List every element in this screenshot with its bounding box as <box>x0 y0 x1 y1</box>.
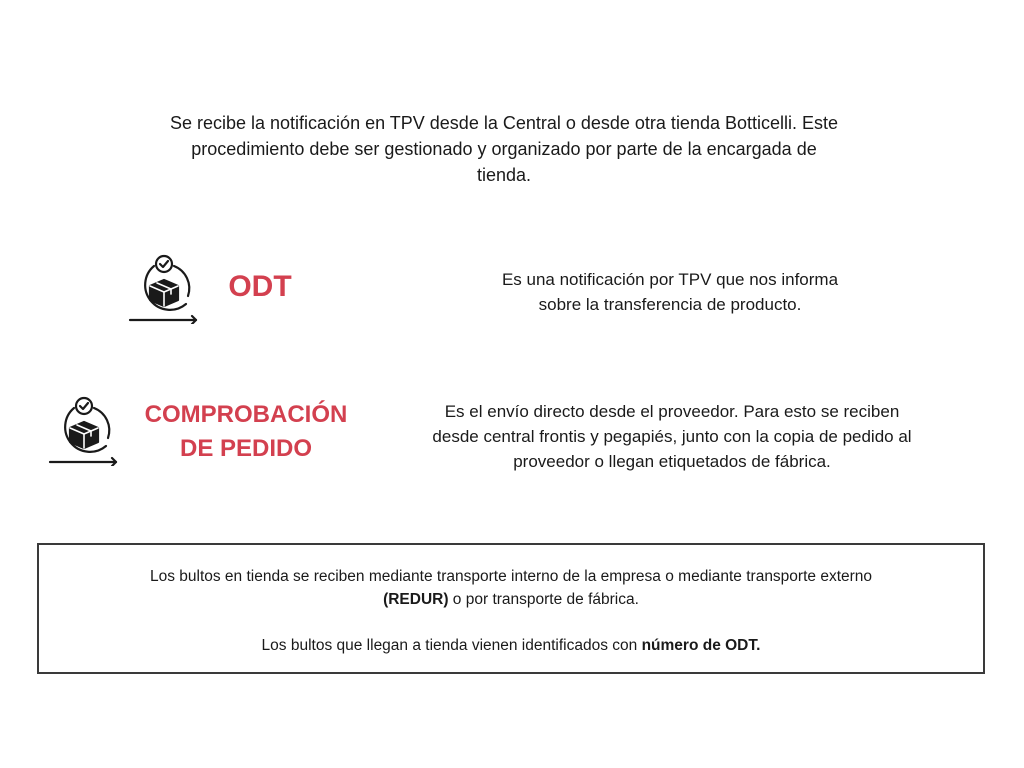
comprobacion-title-line-2: DE PEDIDO <box>179 435 313 462</box>
notice-paragraph-1 <box>39 565 983 611</box>
notice-box <box>37 543 985 674</box>
package-delivery-icon <box>48 394 120 466</box>
notice-p2-text: Los bultos que llegan a tienda vienen identificados con <box>261 637 642 654</box>
odt-description <box>440 267 900 317</box>
intro-paragraph <box>100 110 908 188</box>
notice-p1-rest: o por transporte de fábrica. <box>448 591 639 608</box>
comprobacion-description <box>372 399 972 474</box>
comprobacion-title-line-1: COMPROBACIÓN <box>144 401 348 428</box>
package-delivery-icon <box>128 252 200 324</box>
odt-title: ODT <box>228 270 292 303</box>
notice-p1-bold: (REDUR) <box>383 591 449 608</box>
comprobacion-desc-line-3: proveedor o llegan etiquetados de fábrica. <box>513 452 831 471</box>
notice-p1-line-1: Los bultos en tienda se reciben mediante transporte interno de la empresa o mediante transporte externo <box>149 568 873 585</box>
intro-line-1: Se recibe la notificación en TPV desde la Central o desde otra tienda Botticelli. Este <box>169 113 839 133</box>
notice-paragraph-2 <box>39 634 983 657</box>
notice-p2-bold: número de ODT. <box>641 637 761 654</box>
comprobacion-desc-line-1: Es el envío directo desde el proveedor. Para esto se reciben <box>444 402 900 421</box>
comprobacion-title <box>130 398 362 466</box>
intro-line-2: procedimiento debe ser gestionado y organizado por parte de la encargada de <box>191 139 817 159</box>
odt-desc-line-2: sobre la transferencia de producto. <box>538 295 802 314</box>
intro-line-3: tienda. <box>476 165 532 185</box>
odt-desc-line-1: Es una notificación por TPV que nos informa <box>501 270 839 289</box>
comprobacion-desc-line-2: desde central frontis y pegapiés, junto con la copia de pedido al <box>432 427 912 446</box>
